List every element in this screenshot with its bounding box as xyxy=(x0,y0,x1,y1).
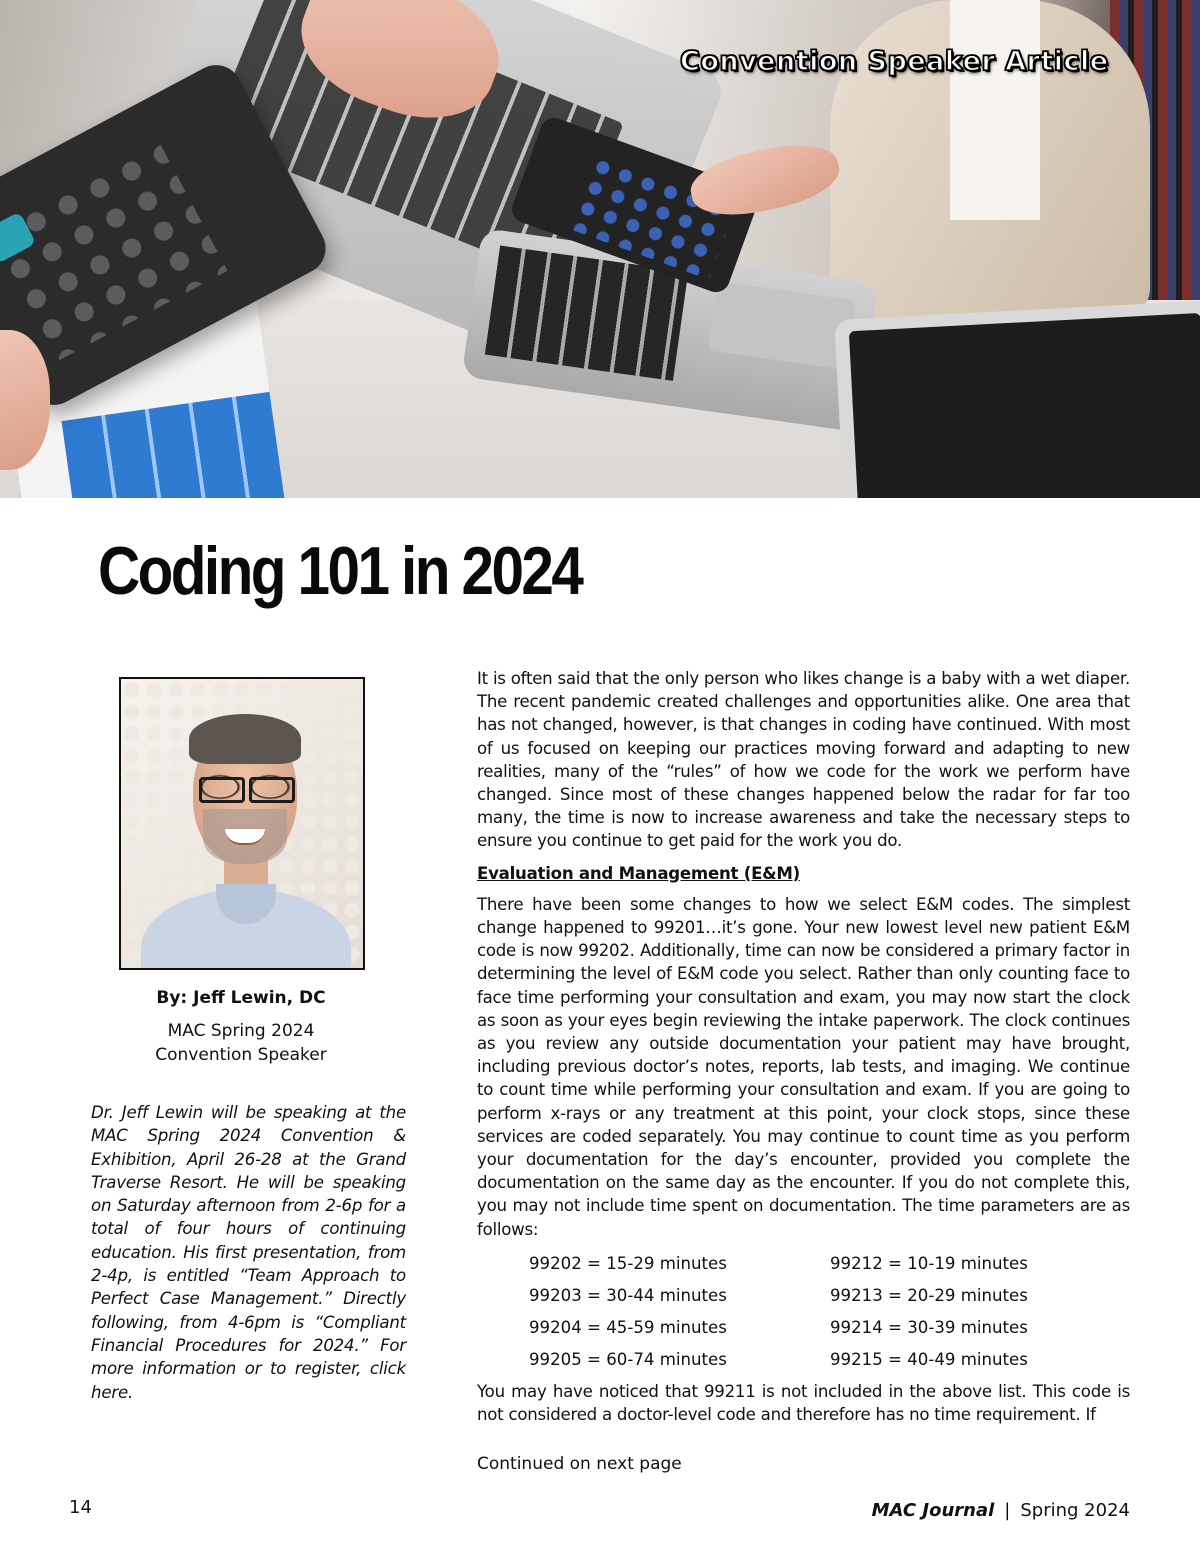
time-row xyxy=(477,1344,1130,1376)
hero-image xyxy=(0,0,1200,498)
established-patient-time: 99213 = 20-29 minutes xyxy=(830,1285,1028,1305)
new-patient-time: 99202 = 15-29 minutes xyxy=(529,1253,727,1273)
author-byline: By: Jeff Lewin, DC xyxy=(156,988,326,1008)
time-row xyxy=(477,1311,1130,1343)
role-line-1: MAC Spring 2024 xyxy=(167,1021,315,1041)
time-parameters-list xyxy=(477,1247,1130,1376)
section-tag: Convention Speaker Article xyxy=(680,46,1109,77)
continued-link[interactable]: Continued on next page xyxy=(477,1454,682,1474)
article-body xyxy=(477,667,1130,1426)
journal-name: MAC Journal xyxy=(871,1500,995,1521)
established-patient-time: 99215 = 40-49 minutes xyxy=(830,1350,1028,1370)
intro-paragraph: It is often said that the only person who likes change is a baby with a wet diaper. The recent pandemic created challenges and opportunities alike. One area that has not changed, however, is that changes in coding have continued. With most of us focused on keeping our practices moving forward and adapting to new realities, many of the “rules” of how we code for the work we perform have changed. Since most of these changes happened below the radar for far too many, the time is now to increase awareness and take the necessary steps to ensure you continue to get paid for the work you do. xyxy=(477,669,1130,851)
hand-right xyxy=(685,135,844,225)
footer-separator: | xyxy=(1004,1500,1011,1521)
established-patient-time: 99212 = 10-19 minutes xyxy=(830,1253,1028,1273)
new-patient-time: 99203 = 30-44 minutes xyxy=(529,1285,727,1305)
time-row xyxy=(477,1279,1130,1311)
page-number: 14 xyxy=(69,1497,92,1518)
section-heading: Evaluation and Management (E&M) xyxy=(477,863,800,883)
article-title: Coding 101 in 2024 xyxy=(98,533,582,609)
speaker-photo xyxy=(119,677,365,970)
person-shirt xyxy=(950,0,1040,220)
new-patient-time: 99205 = 60-74 minutes xyxy=(529,1350,727,1370)
closing-paragraph: You may have noticed that 99211 is not included in the above list. This code is not considered a doctor-level code and therefore has no time requirement. If xyxy=(477,1382,1130,1425)
established-patient-time: 99214 = 30-39 minutes xyxy=(830,1318,1028,1338)
issue-label: Spring 2024 xyxy=(1020,1500,1130,1521)
time-row xyxy=(477,1247,1130,1279)
footer-credit xyxy=(872,1500,1130,1521)
speaker-bio: Dr. Jeff Lewin will be speaking at the MAC Spring 2024 Convention & Exhibition, April 26-28 at the Grand Traverse Resort. He will be speaking on Saturday afternoon from 2-6p for a total of four hours of continuing education. His first presentation, from 2-4p, is entitled “Team Approach to Perfect Case Management.” Directly following, from 4-6pm is “Compliant Financial Procedures for 2024.” For more information or to register, click here. xyxy=(91,1103,406,1402)
tablet xyxy=(834,300,1200,498)
role-line-2: Convention Speaker xyxy=(155,1045,327,1065)
speaker-role xyxy=(120,1019,362,1067)
new-patient-time: 99204 = 45-59 minutes xyxy=(529,1318,727,1338)
em-paragraph: There have been some changes to how we select E&M codes. The simplest change happened to 99201…it’s gone. Your new lowest level new patient E&M code is now 99202. Additionally, time can now be considered a primary factor in determining the level of E&M code you select. Rather than only counting face to face time performing your consultation and exam, you may now start the clock as soon as your eyes begin reviewing the intake paperwork. The clock continues as you review any outside documentation your patient may have brought, including previous doctor’s notes, reports, lab tests, and imaging. We continue to count time while performing your consultation and exam. If you are going to perform x-rays or any treatment at this point, your clock stops, since these services are coded separately. You may continue to count time as you perform your documentation for the day’s encounter, provided you complete the documentation on the same day as the encounter. If you do not complete this, you may not include time spent on documentation. The time parameters are as follows: xyxy=(477,894,1130,1239)
